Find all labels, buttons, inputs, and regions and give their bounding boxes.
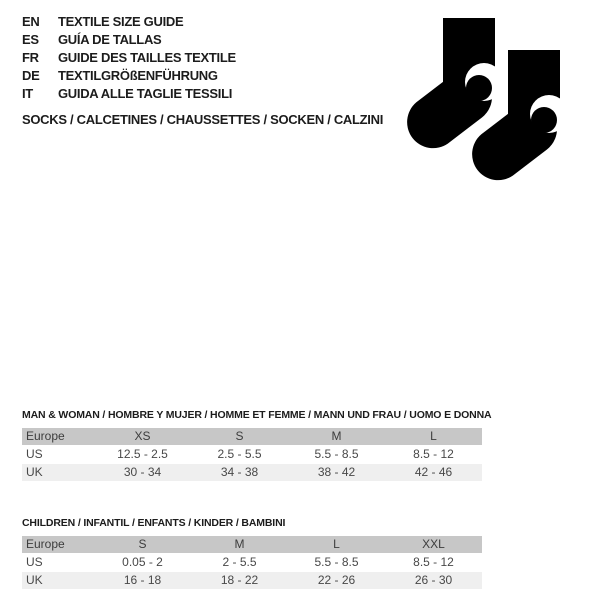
column-header: M — [234, 537, 245, 551]
column-header: L — [430, 429, 437, 443]
language-label: GUIDE DES TAILLES TEXTILE — [58, 50, 236, 65]
row-label: UK — [26, 465, 43, 479]
table-title-children: CHILDREN / INFANTIL / ENFANTS / KINDER / BAMBINI — [22, 517, 286, 529]
column-header: XXL — [422, 537, 445, 551]
table-cell: 26 - 30 — [414, 573, 453, 587]
language-label: GUIDA ALLE TAGLIE TESSILI — [58, 86, 233, 101]
language-row — [22, 31, 383, 49]
table-cell: 22 - 26 — [317, 573, 356, 587]
table-cell: 34 - 38 — [220, 465, 259, 479]
table-cell: 30 - 34 — [123, 465, 162, 479]
table-cell: 38 - 42 — [317, 465, 356, 479]
table-cell: 8.5 - 12 — [413, 447, 454, 461]
table-row — [22, 572, 482, 590]
table-cell: 5.5 - 8.5 — [314, 555, 359, 569]
column-header: M — [331, 429, 342, 443]
language-row — [22, 85, 383, 103]
column-header: Europe — [26, 537, 65, 551]
column-header: XS — [134, 429, 151, 443]
column-header: L — [333, 537, 340, 551]
table-title-man-woman: MAN & WOMAN / HOMBRE Y MUJER / HOMME ET FEMME / MANN UND FRAU / UOMO E DONNA — [22, 409, 492, 421]
language-header — [22, 13, 383, 127]
language-label: TEXTILGRÖßENFÜHRUNG — [58, 68, 218, 83]
language-row — [22, 49, 383, 67]
size-table-man-woman — [22, 428, 482, 481]
language-code: ES — [22, 32, 39, 47]
table-row — [22, 464, 482, 482]
table-cell: 5.5 - 8.5 — [314, 447, 359, 461]
table-cell: 42 - 46 — [414, 465, 453, 479]
table-header-row — [22, 428, 482, 446]
table-row — [22, 446, 482, 464]
column-header: Europe — [26, 429, 65, 443]
table-cell: 12.5 - 2.5 — [117, 447, 168, 461]
language-label: TEXTILE SIZE GUIDE — [58, 14, 184, 29]
language-label: GUÍA DE TALLAS — [58, 32, 162, 47]
size-tables — [22, 409, 492, 589]
table-cell: 0.05 - 2 — [122, 555, 163, 569]
row-label: US — [26, 555, 43, 569]
table-cell: 16 - 18 — [123, 573, 162, 587]
table-cell: 2.5 - 5.5 — [217, 447, 262, 461]
table-cell: 8.5 - 12 — [413, 555, 454, 569]
category-line: SOCKS / CALCETINES / CHAUSSETTES / SOCKEN / CALZINI — [22, 112, 384, 127]
row-label: UK — [26, 573, 43, 587]
language-code: EN — [22, 14, 40, 29]
row-label: US — [26, 447, 43, 461]
language-code: FR — [22, 50, 39, 65]
socks-icon — [400, 14, 575, 186]
table-row — [22, 554, 482, 572]
table-cell: 18 - 22 — [220, 573, 259, 587]
table-header-row — [22, 536, 482, 554]
column-header: S — [138, 537, 147, 551]
language-code: IT — [22, 86, 33, 101]
table-cell: 2 - 5.5 — [222, 555, 257, 569]
language-row — [22, 67, 383, 85]
language-row — [22, 13, 383, 31]
size-table-children — [22, 536, 482, 589]
column-header: S — [235, 429, 244, 443]
language-code: DE — [22, 68, 40, 83]
